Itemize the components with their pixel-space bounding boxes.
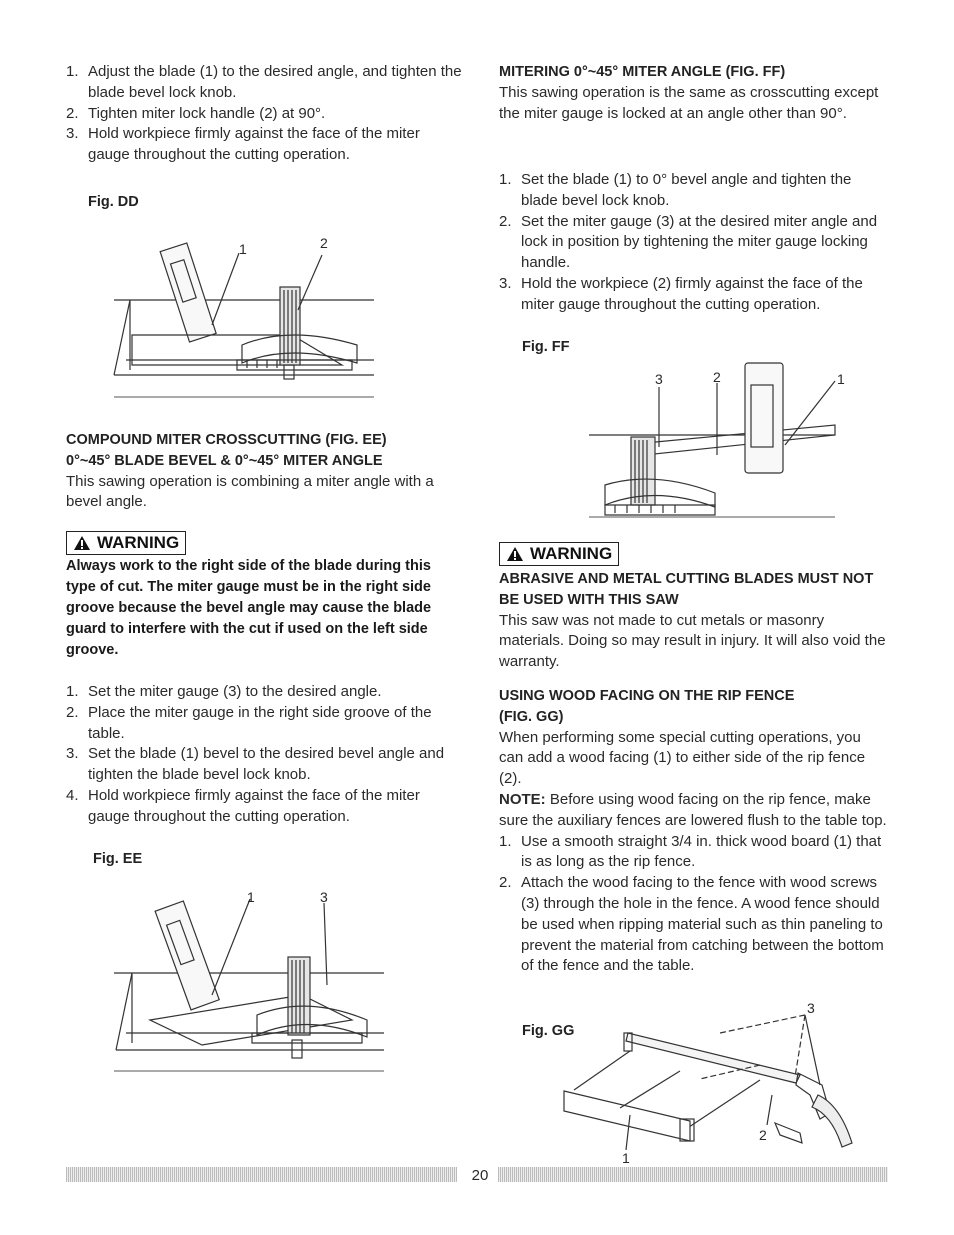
warning-label-right xyxy=(499,542,619,569)
warning-text: WARNING xyxy=(530,543,613,563)
left-column xyxy=(66,62,462,166)
fig-dd-label: Fig. DD xyxy=(88,194,139,210)
list-item: 1. Set the miter gauge (3) to the desired angle. xyxy=(66,683,382,700)
callout-3: 3 xyxy=(320,889,328,905)
fig-gg-label: Fig. GG xyxy=(522,1023,575,1039)
right-column xyxy=(499,62,887,124)
wood-facing-heading-1: USING WOOD FACING ON THE RIP FENCE xyxy=(499,688,795,704)
callout-1: 1 xyxy=(239,241,247,257)
note-label: NOTE: xyxy=(499,790,546,808)
callout-1: 1 xyxy=(247,889,255,905)
footer-bar-right xyxy=(498,1167,888,1182)
steps-list-ee-container xyxy=(66,682,462,828)
wood-facing-section xyxy=(499,686,887,977)
callout-1: 1 xyxy=(837,371,845,387)
list-item: 1. Adjust the blade (1) to the desired angle, and tighten the blade bevel lock knob. xyxy=(66,63,462,101)
callout-1: 1 xyxy=(622,1150,630,1166)
wood-facing-heading-2: (FIG. GG) xyxy=(499,708,564,725)
warning-label-left xyxy=(66,531,186,558)
list-item: 2. Attach the wood facing to the fence with wood screws (3) through the hole in the fence. A wood fence should be used when ripping material such as thin paneling to prevent the material from catching between the bottom of the fence and the table. xyxy=(499,874,884,975)
list-item: 3. Hold the workpiece (2) firmly against the face of the miter gauge throughout the cutting operation. xyxy=(499,274,863,313)
steps-list-gg xyxy=(499,832,887,978)
footer-bar-left xyxy=(66,1167,457,1182)
callout-2: 2 xyxy=(713,369,721,385)
wood-facing-text: When performing some special cutting operations, you can add a wood facing (1) to either side of the rip fence (2). xyxy=(499,728,866,788)
fig-ff-illustration xyxy=(585,355,847,523)
compound-heading-1: COMPOUND MITER CROSSCUTTING (FIG. EE) xyxy=(66,432,387,448)
warning-text: WARNING xyxy=(97,532,180,552)
warning-body-right xyxy=(499,569,887,673)
steps-list-ee xyxy=(66,682,462,828)
list-item: 1. Use a smooth straight 3/4 in. thick wood board (1) that is as long as the rip fence. xyxy=(499,832,882,871)
fig-dd-illustration xyxy=(112,225,382,400)
mitering-text: This sawing operation is the same as crosscutting except the miter gauge is locked at an angle other than 90°. xyxy=(499,83,879,122)
page-footer xyxy=(66,1166,888,1184)
compound-heading-2: 0°~45° BLADE BEVEL & 0°~45° MITER ANGLE xyxy=(66,452,383,469)
compound-text: This sawing operation is combining a miter angle with a bevel angle. xyxy=(66,472,434,511)
callout-2: 2 xyxy=(759,1127,767,1143)
fig-ee-illustration xyxy=(112,885,390,1075)
list-item: 2. Tighten miter lock handle (2) at 90°. xyxy=(66,104,326,122)
fig-ee-label: Fig. EE xyxy=(93,851,143,867)
note-paragraph xyxy=(499,790,887,832)
warning-heading: ABRASIVE AND METAL CUTTING BLADES MUST NOT BE USED WITH THIS SAW xyxy=(499,571,874,608)
warning-body-left: Always work to the right side of the blade during this type of cut. The miter gauge must be in the right side groove because the bevel angle may cause the blade guard to interfere with the cut if used on the left side groove. xyxy=(66,558,432,658)
warning-triangle-icon xyxy=(506,546,524,562)
list-item: 2. Place the miter gauge in the right side groove of the table. xyxy=(66,703,432,742)
list-item: 2. Set the miter gauge (3) at the desired miter angle and lock in position by tightening the miter gauge locking handle. xyxy=(499,212,878,272)
list-item: 4. Hold workpiece firmly against the face of the miter gauge throughout the cutting operation. xyxy=(66,786,420,825)
callout-3: 3 xyxy=(807,1000,815,1016)
list-item: 1. Set the blade (1) to 0° bevel angle and tighten the blade bevel lock knob. xyxy=(499,171,852,209)
fig-gg-illustration xyxy=(560,995,865,1166)
fig-ff-label: Fig. FF xyxy=(522,339,570,355)
callout-3: 3 xyxy=(655,371,663,387)
warning-text-body: This saw was not made to cut metals or masonry materials. Doing so may result in injury. It will also void the warranty. xyxy=(499,611,886,671)
mitering-heading: MITERING 0°~45° MITER ANGLE (FIG. FF) xyxy=(499,64,786,80)
callout-2: 2 xyxy=(320,235,328,251)
list-item: 3. Hold workpiece firmly against the face of the miter gauge throughout the cutting operation. xyxy=(66,125,420,164)
page-number: 20 xyxy=(471,1167,489,1184)
list-item: 3. Set the blade (1) bevel to the desired bevel angle and tighten the blade bevel lock knob. xyxy=(66,745,445,784)
note-text: Before using wood facing on the rip fence, make sure the auxiliary fences are lowered flush to the table top. xyxy=(499,790,887,829)
steps-list-ff-container xyxy=(499,170,887,316)
steps-list-dd xyxy=(66,62,462,166)
compound-section xyxy=(66,430,462,513)
warning-triangle-icon xyxy=(73,535,91,551)
steps-list-ff xyxy=(499,170,887,316)
